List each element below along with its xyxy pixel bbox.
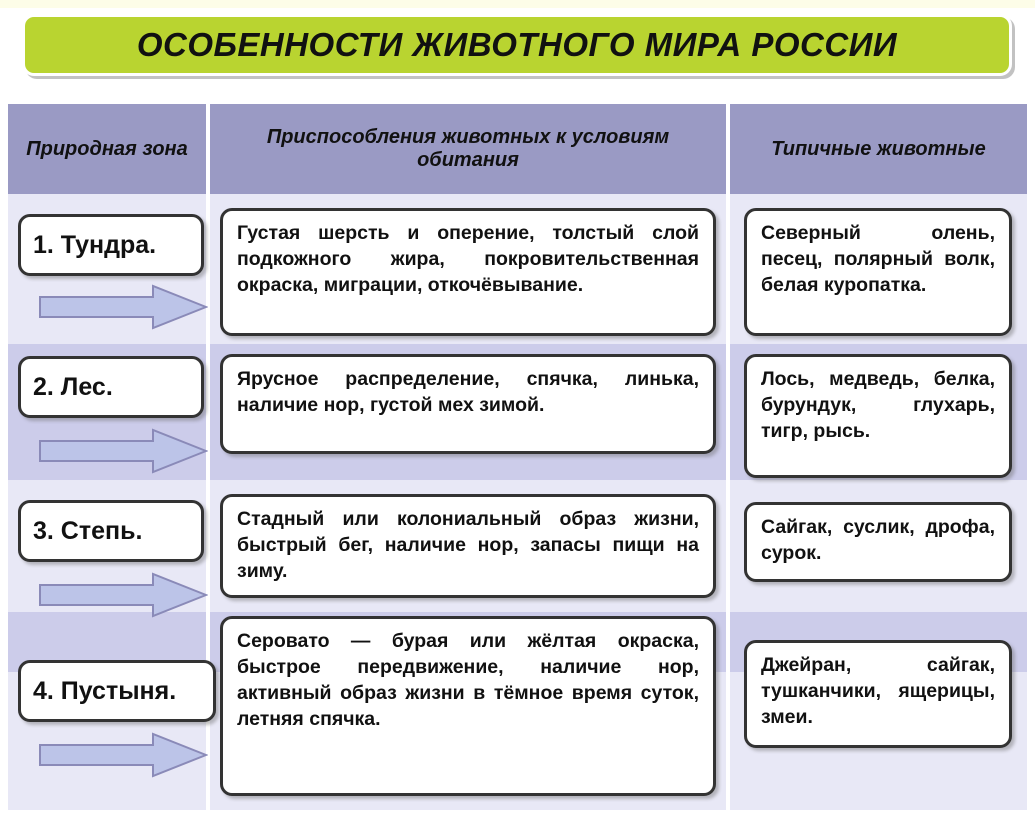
column-header-animals: Типичные животные bbox=[771, 137, 986, 160]
arrow-right-icon bbox=[38, 732, 208, 778]
table-row bbox=[18, 356, 204, 418]
adaptations-cell bbox=[220, 208, 716, 336]
adaptations-text: Стадный или колониальный образ жизни, быстрый бег, наличие нор, запасы пищи на зиму. bbox=[237, 508, 699, 582]
zone-label: 3. Степь. bbox=[33, 516, 143, 545]
animals-cell bbox=[744, 502, 1012, 582]
zone-label: 2. Лес. bbox=[33, 372, 113, 401]
zone-label: 1. Тундра. bbox=[33, 230, 157, 259]
animal-world-table bbox=[8, 104, 1027, 810]
adaptations-cell bbox=[220, 494, 716, 598]
arrow-right-icon bbox=[38, 428, 208, 474]
arrow-right-icon bbox=[38, 284, 208, 330]
animals-text: Джейран, сайгак, тушканчики, ящерицы, змеи. bbox=[761, 654, 995, 728]
column-divider-2 bbox=[726, 104, 730, 810]
column-header-adaptations: Приспособления животных к условиям обитания bbox=[266, 126, 670, 171]
animals-cell bbox=[744, 640, 1012, 748]
page-title: ОСОБЕННОСТИ ЖИВОТНОГО МИРА РОССИИ bbox=[136, 26, 898, 63]
table-row bbox=[18, 500, 204, 562]
table-row bbox=[18, 214, 204, 276]
animals-text: Сайгак, суслик, дрофа, сурок. bbox=[761, 516, 995, 564]
arrow-right-icon bbox=[38, 572, 208, 618]
adaptations-text: Серовато — бурая или жёлтая окраска, быстрое передвижение, наличие нор, активный образ жизни в тёмное время суток, летняя спячка. bbox=[237, 630, 699, 730]
title-banner bbox=[22, 14, 1012, 76]
adaptations-cell bbox=[220, 354, 716, 454]
adaptations-text: Ярусное распределение, спячка, линька, наличие нор, густой мех зимой. bbox=[237, 368, 699, 416]
table-row bbox=[18, 660, 216, 722]
animals-text: Лось, медведь, белка, бурундук, глухарь, тигр, рысь. bbox=[761, 368, 995, 442]
column-header-zone: Природная зона bbox=[26, 137, 188, 160]
animals-text: Северный олень, песец, полярный волк, белая куропатка. bbox=[761, 222, 995, 296]
zone-label: 4. Пустыня. bbox=[33, 676, 177, 705]
animals-cell bbox=[744, 208, 1012, 336]
adaptations-cell bbox=[220, 616, 716, 796]
adaptations-text: Густая шерсть и оперение, толстый слой подкожного жира, покровительственная окраска, миграции, откочёвывание. bbox=[237, 222, 699, 296]
animals-cell bbox=[744, 354, 1012, 478]
top-strip bbox=[0, 0, 1035, 8]
table-header-row bbox=[8, 104, 1027, 194]
